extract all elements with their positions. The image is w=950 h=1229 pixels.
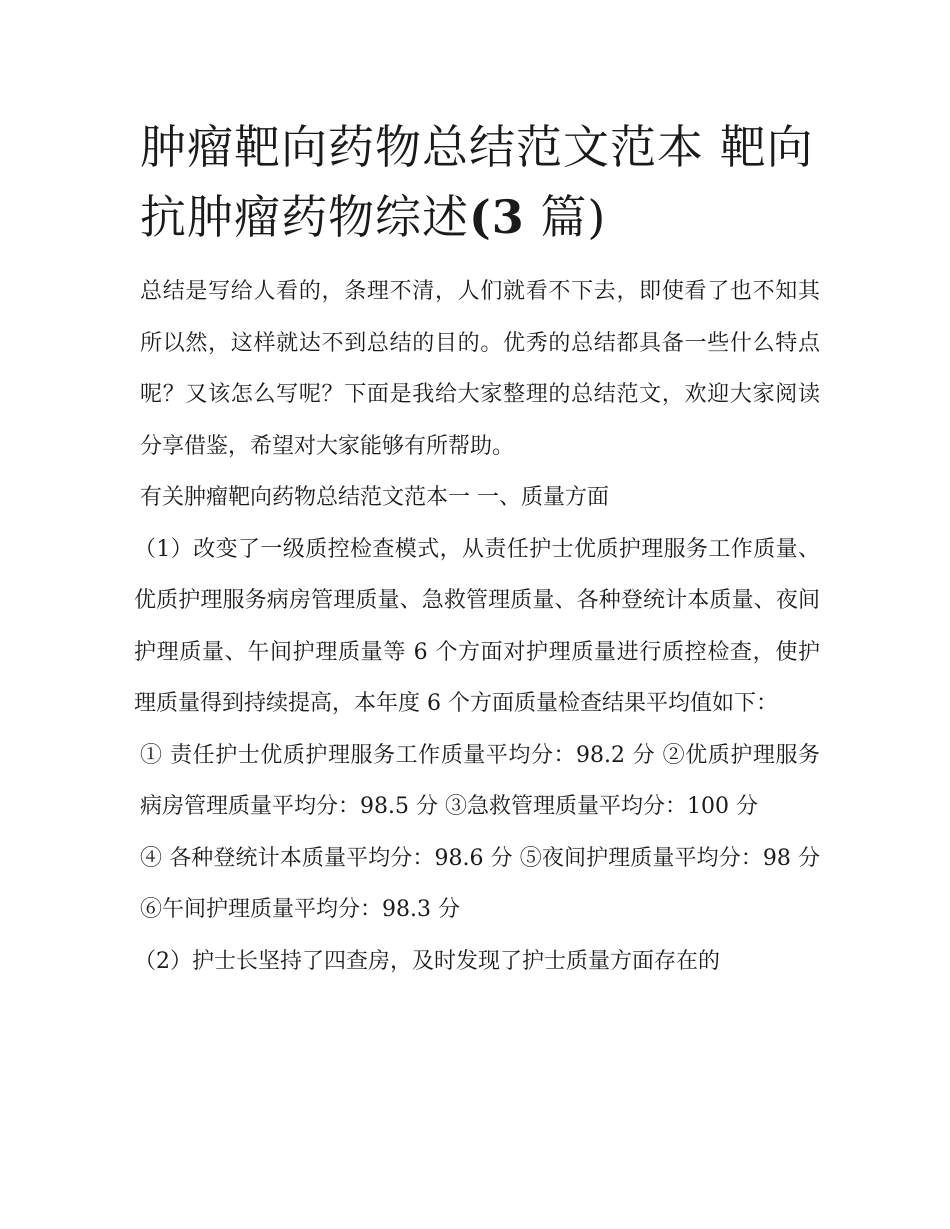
title-suffix: 篇) [524, 190, 607, 244]
section-heading: 有关肿瘤靶向药物总结范文范本一 一、质量方面 [140, 485, 609, 510]
scores-paragraph-2: ④ 各种登统计本质量平均分：98.6 分 ⑤夜间护理质量平均分：98 分 ⑥午间护理质量平均分：98.3 分 [140, 845, 820, 922]
item-1-paragraph: （1）改变了一级质控检查模式，从责任护士优质护理服务工作质量、优质护理服务病房管理质量、急救管理质量、各种登统计本质量、夜间护理质量、午间护理质量等 6 个方面对护理质量进行质控检查，使护理质量得到持续提高，本年度 6 个方面质量检查结果平均值如下： [134, 536, 820, 716]
document-title [140, 112, 820, 252]
item-2-paragraph: （2）护士长坚持了四查房，及时发现了护士质量方面存在的 [134, 948, 720, 974]
title-count: (3 [469, 190, 525, 244]
intro-paragraph: 总结是写给人看的，条理不清，人们就看不下去，即使看了也不知其所以然，这样就达不到总结的目的。优秀的总结都具备一些什么特点呢？又该怎么写呢？下面是我给大家整理的总结范文，欢迎大家阅读分享借鉴，希望对大家能够有所帮助。 [140, 279, 820, 459]
document-page [134, 112, 820, 987]
scores-paragraph-1: ① 责任护士优质护理服务工作质量平均分：98.2 分 ②优质护理服务病房管理质量平均分：98.5 分 ③急救管理质量平均分：100 分 [140, 742, 820, 819]
title-text: 肿瘤靶向药物总结范文范本 靶向抗肿瘤药物综述 [140, 120, 814, 244]
